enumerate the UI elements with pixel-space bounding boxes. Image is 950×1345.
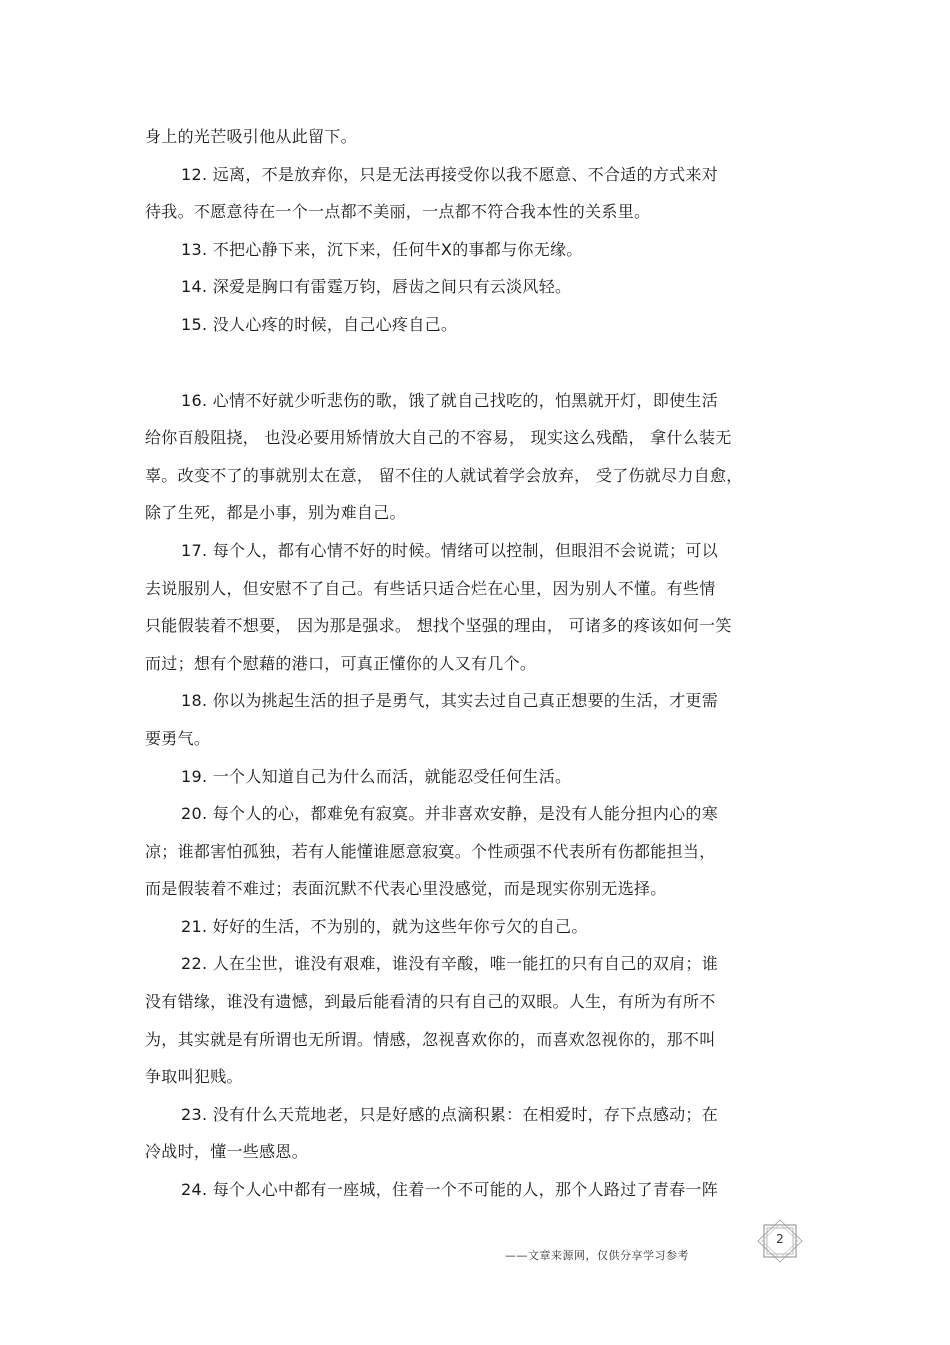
paragraph-17-line-4: 而过；想有个慰藉的港口，可真正懂你的人又有几个。 bbox=[145, 653, 537, 673]
paragraph-21: 21. 好好的生活，不为别的，就为这些年你亏欠的自己。 bbox=[181, 916, 588, 936]
page-number-badge bbox=[756, 1219, 804, 1263]
paragraph-17-line-3: 只能假装着不想要， 因为那是强求。 想找个坚强的理由， 可诸多的疼该如何一笑 bbox=[145, 616, 732, 636]
paragraph-20-line-2: 凉；谁都害怕孤独，若有人能懂谁愿意寂寞。个性顽强不代表所有伤都能担当， bbox=[145, 841, 716, 861]
paragraph-22-line-3: 为，其实就是有所谓也无所谓。情感，忽视喜欢你的，而喜欢忽视你的，那不叫 bbox=[145, 1029, 716, 1049]
paragraph-18-line-1: 18. 你以为挑起生活的担子是勇气，其实去过自己真正想要的生活，才更需 bbox=[181, 691, 719, 711]
paragraph-16-line-1: 16. 心情不好就少听悲伤的歌，饿了就自己找吃的，怕黑就开灯，即使生活 bbox=[181, 390, 719, 410]
paragraph-23-line-2: 冷战时，懂一些感恩。 bbox=[145, 1142, 309, 1162]
paragraph-15: 15. 没人心疼的时候，自己心疼自己。 bbox=[181, 314, 458, 334]
paragraph-17-line-2: 去说服别人，但安慰不了自己。有些话只适合烂在心里，因为别人不懂。有些情 bbox=[145, 578, 716, 598]
paragraph-16-line-4: 除了生死，都是小事，别为难自己。 bbox=[145, 503, 406, 523]
paragraph-16-line-2: 给你百般阻挠， 也没必要用矫情放大自己的不容易， 现实这么残酷， 拿什么装无 bbox=[145, 428, 732, 448]
paragraph-24-line-1: 24. 每个人心中都有一座城，住着一个不可能的人，那个人路过了青春一阵 bbox=[181, 1180, 719, 1200]
paragraph-14: 14. 深爱是胸口有雷霆万钧，唇齿之间只有云淡风轻。 bbox=[181, 277, 572, 297]
paragraph-23-line-1: 23. 没有什么天荒地老，只是好感的点滴积累：在相爱时，存下点感动；在 bbox=[181, 1104, 719, 1124]
paragraph-20-line-3: 而是假装着不难过；表面沉默不代表心里没感觉，而是现实你别无选择。 bbox=[145, 879, 667, 899]
paragraph-19: 19. 一个人知道自己为什么而活，就能忍受任何生活。 bbox=[181, 766, 572, 786]
paragraph-20-line-1: 20. 每个人的心，都难免有寂寞。并非喜欢安静，是没有人能分担内心的寒 bbox=[181, 804, 719, 824]
paragraph-22-line-4: 争取叫犯贱。 bbox=[145, 1067, 243, 1087]
paragraph-16-line-3: 辜。改变不了的事就别太在意， 留不住的人就试着学会放弃， 受了伤就尽力自愈， bbox=[145, 465, 743, 485]
paragraph-22-line-1: 22. 人在尘世，谁没有艰难，谁没有辛酸，唯一能扛的只有自己的双肩；谁 bbox=[181, 954, 719, 974]
paragraph-17-line-1: 17. 每个人，都有心情不好的时候。情绪可以控制，但眼泪不会说谎；可以 bbox=[181, 540, 719, 560]
footer-source-note: ——文章来源网，仅供分享学习参考 bbox=[505, 1249, 689, 1262]
paragraph-12-line-2: 待我。不愿意待在一个一点都不美丽，一点都不符合我本性的关系里。 bbox=[145, 202, 651, 222]
page-number: 2 bbox=[776, 1232, 784, 1246]
text-line: 身上的光芒吸引他从此留下。 bbox=[145, 127, 357, 146]
paragraph-22-line-2: 没有错缘，谁没有遗憾，到最后能看清的只有自己的双眼。人生，有所为有所不 bbox=[145, 992, 716, 1012]
body-text bbox=[145, 118, 805, 1209]
paragraph-gap bbox=[145, 344, 805, 382]
paragraph-18-line-2: 要勇气。 bbox=[145, 728, 211, 748]
paragraph-13: 13. 不把心静下来，沉下来，任何牛X的事都与你无缘。 bbox=[181, 239, 583, 259]
paragraph-12-line-1: 12. 远离，不是放弃你，只是无法再接受你以我不愿意、不合适的方式来对 bbox=[181, 164, 719, 184]
